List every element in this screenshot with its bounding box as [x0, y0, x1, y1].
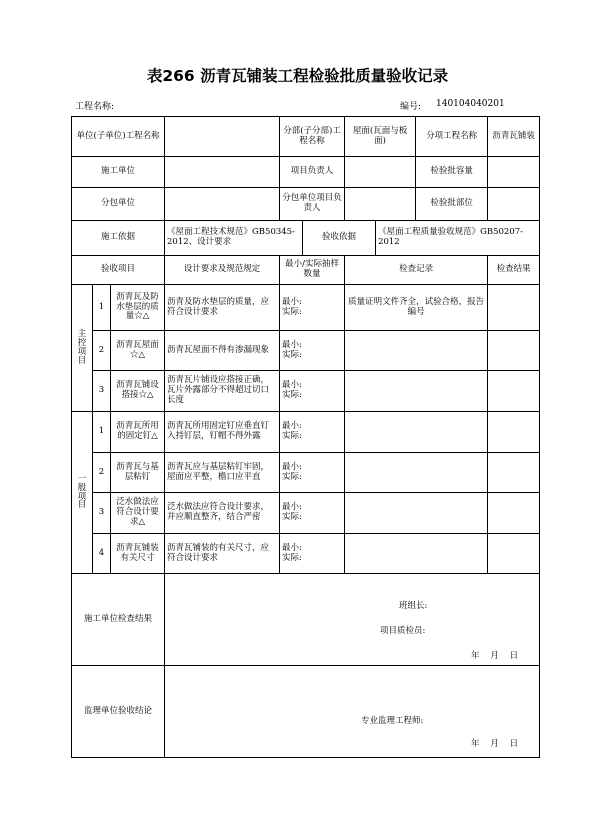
- sample-cell[interactable]: [280, 412, 345, 453]
- inspection-form: [71, 116, 540, 758]
- item-requirement: 泛水做法应符合设计要求，并应顺直整齐，结合严密: [165, 493, 280, 534]
- check-record[interactable]: [345, 534, 488, 574]
- construction-check-label: 施工单位检查结果: [72, 574, 165, 666]
- subcontractor-value[interactable]: [165, 188, 280, 221]
- item-no: 1: [93, 412, 111, 453]
- general-group-label: 一般项目: [72, 412, 93, 574]
- table-row: [72, 331, 540, 371]
- table-row: [72, 285, 540, 331]
- check-result[interactable]: [488, 412, 540, 453]
- actual-label: 实际:: [282, 512, 302, 522]
- item-name: 沥青瓦铺设搭接☆△: [111, 371, 165, 412]
- sample-cell[interactable]: [280, 371, 345, 412]
- item-name: 沥青瓦屋面☆△: [111, 331, 165, 371]
- project-name-label: 工程名称:: [75, 102, 115, 112]
- min-label: 最小:: [282, 502, 302, 513]
- min-label: 最小:: [282, 542, 302, 553]
- min-label: 最小:: [282, 461, 302, 472]
- unit-name-value[interactable]: [165, 117, 280, 157]
- sample-cell[interactable]: [280, 534, 345, 574]
- item-project-value: 沥青瓦铺装: [488, 117, 540, 157]
- item-requirement: 沥青瓦屋面不得有渗漏现象: [165, 331, 280, 371]
- sub-project-value: 屋面(瓦面与板面): [345, 117, 416, 157]
- check-result[interactable]: [488, 285, 540, 331]
- item-name: 泛水做法应符合设计要求△: [111, 493, 165, 534]
- quality-inspector-label: 项目质检员:: [380, 626, 426, 636]
- batch-location-label: 检验批部位: [416, 188, 488, 221]
- sample-cell[interactable]: [280, 453, 345, 493]
- construction-check-area[interactable]: [165, 574, 540, 666]
- check-record[interactable]: [345, 331, 488, 371]
- supervisor-engineer-label: 专业监理工程师:: [361, 716, 424, 726]
- main-control-group-label: 主控项目: [72, 285, 93, 412]
- batch-capacity-label: 检验批容量: [416, 157, 488, 188]
- col-item: 验收项目: [72, 256, 165, 285]
- supervision-area[interactable]: [165, 666, 540, 758]
- item-no: 1: [93, 285, 111, 331]
- check-record[interactable]: [345, 412, 488, 453]
- item-requirement: 沥青及防水垫层的质量，应符合设计要求: [165, 285, 280, 331]
- sub-project-label: 分部(子分部)工程名称: [280, 117, 345, 157]
- item-name: 沥青瓦所用的固定钉△: [111, 412, 165, 453]
- min-label: 最小:: [282, 339, 302, 350]
- table-row: [72, 412, 540, 453]
- sample-cell[interactable]: [280, 285, 345, 331]
- number-label: 编号:: [400, 102, 422, 112]
- check-record[interactable]: [345, 493, 488, 534]
- check-record[interactable]: [345, 453, 488, 493]
- constructor-value[interactable]: [165, 157, 280, 188]
- table-row: [72, 534, 540, 574]
- sample-cell[interactable]: [280, 331, 345, 371]
- sample-cell[interactable]: [280, 493, 345, 534]
- item-requirement: 沥青瓦片铺设应搭接正确，瓦片外露部分不得超过切口长度: [165, 371, 280, 412]
- actual-label: 实际:: [282, 471, 302, 482]
- col-sample: 最小/实际抽样数量: [280, 256, 345, 285]
- construction-date: 年 月 日: [471, 651, 519, 661]
- item-project-label: 分项工程名称: [416, 117, 488, 157]
- subcontractor-label: 分包单位: [72, 188, 165, 221]
- batch-location-value[interactable]: [488, 188, 540, 221]
- min-label: 最小:: [282, 380, 302, 391]
- sub-pm-label: 分包单位项目负责人: [280, 188, 345, 221]
- item-requirement: 沥青瓦所用固定钉应垂直钉入持钉层，钉帽不得外露: [165, 412, 280, 453]
- min-label: 最小:: [282, 296, 302, 307]
- col-record: 检查记录: [345, 256, 488, 285]
- item-requirement: 沥青瓦铺装的有关尺寸，应符合设计要求: [165, 534, 280, 574]
- supervision-label: 监理单位验收结论: [72, 666, 165, 758]
- acceptance-basis-value: 《屋面工程质量验收规范》GB50207-2012: [376, 221, 540, 256]
- actual-label: 实际:: [282, 552, 302, 563]
- page-title: 表266 沥青瓦铺装工程检验批质量验收记录: [146, 67, 449, 85]
- item-no: 3: [93, 493, 111, 534]
- table-row: [72, 493, 540, 534]
- unit-name-label: 单位(子单位)工程名称: [72, 117, 165, 157]
- actual-label: 实际:: [282, 390, 302, 400]
- acceptance-basis-label: 验收依据: [303, 221, 376, 256]
- check-result[interactable]: [488, 331, 540, 371]
- supervision-date: 年 月 日: [471, 739, 519, 749]
- team-leader-label: 班组长:: [399, 601, 428, 611]
- check-result[interactable]: [488, 371, 540, 412]
- number-value: 140104040201: [436, 99, 505, 109]
- item-name: 沥青瓦铺装有关尺寸: [111, 534, 165, 574]
- basis-value: 《屋面工程技术规范》GB50345-2012、设计要求: [165, 221, 303, 256]
- check-record[interactable]: [345, 371, 488, 412]
- item-requirement: 沥青瓦应与基层粘钉牢固，屋面应平整，檐口应平直: [165, 453, 280, 493]
- table-row: [72, 453, 540, 493]
- batch-capacity-value[interactable]: [488, 157, 540, 188]
- item-name: 沥青瓦及防水垫层的质量☆△: [111, 285, 165, 331]
- actual-label: 实际:: [282, 349, 302, 360]
- project-manager-label: 项目负责人: [280, 157, 345, 188]
- check-result[interactable]: [488, 493, 540, 534]
- check-result[interactable]: [488, 534, 540, 574]
- item-no: 4: [93, 534, 111, 574]
- table-row: [72, 371, 540, 412]
- item-name: 沥青瓦与基层粘钉: [111, 453, 165, 493]
- check-record: 质量证明文件齐全，试验合格，报告编号: [345, 285, 488, 331]
- basis-label: 施工依据: [72, 221, 165, 256]
- col-result: 检查结果: [488, 256, 540, 285]
- sub-pm-value[interactable]: [345, 188, 416, 221]
- constructor-label: 施工单位: [72, 157, 165, 188]
- min-label: 最小:: [282, 421, 302, 432]
- col-requirement: 设计要求及规范规定: [165, 256, 280, 285]
- check-result[interactable]: [488, 453, 540, 493]
- actual-label: 实际:: [282, 306, 302, 317]
- item-no: 2: [93, 331, 111, 371]
- item-no: 3: [93, 371, 111, 412]
- project-manager-value[interactable]: [345, 157, 416, 188]
- item-no: 2: [93, 453, 111, 493]
- actual-label: 实际:: [282, 431, 302, 441]
